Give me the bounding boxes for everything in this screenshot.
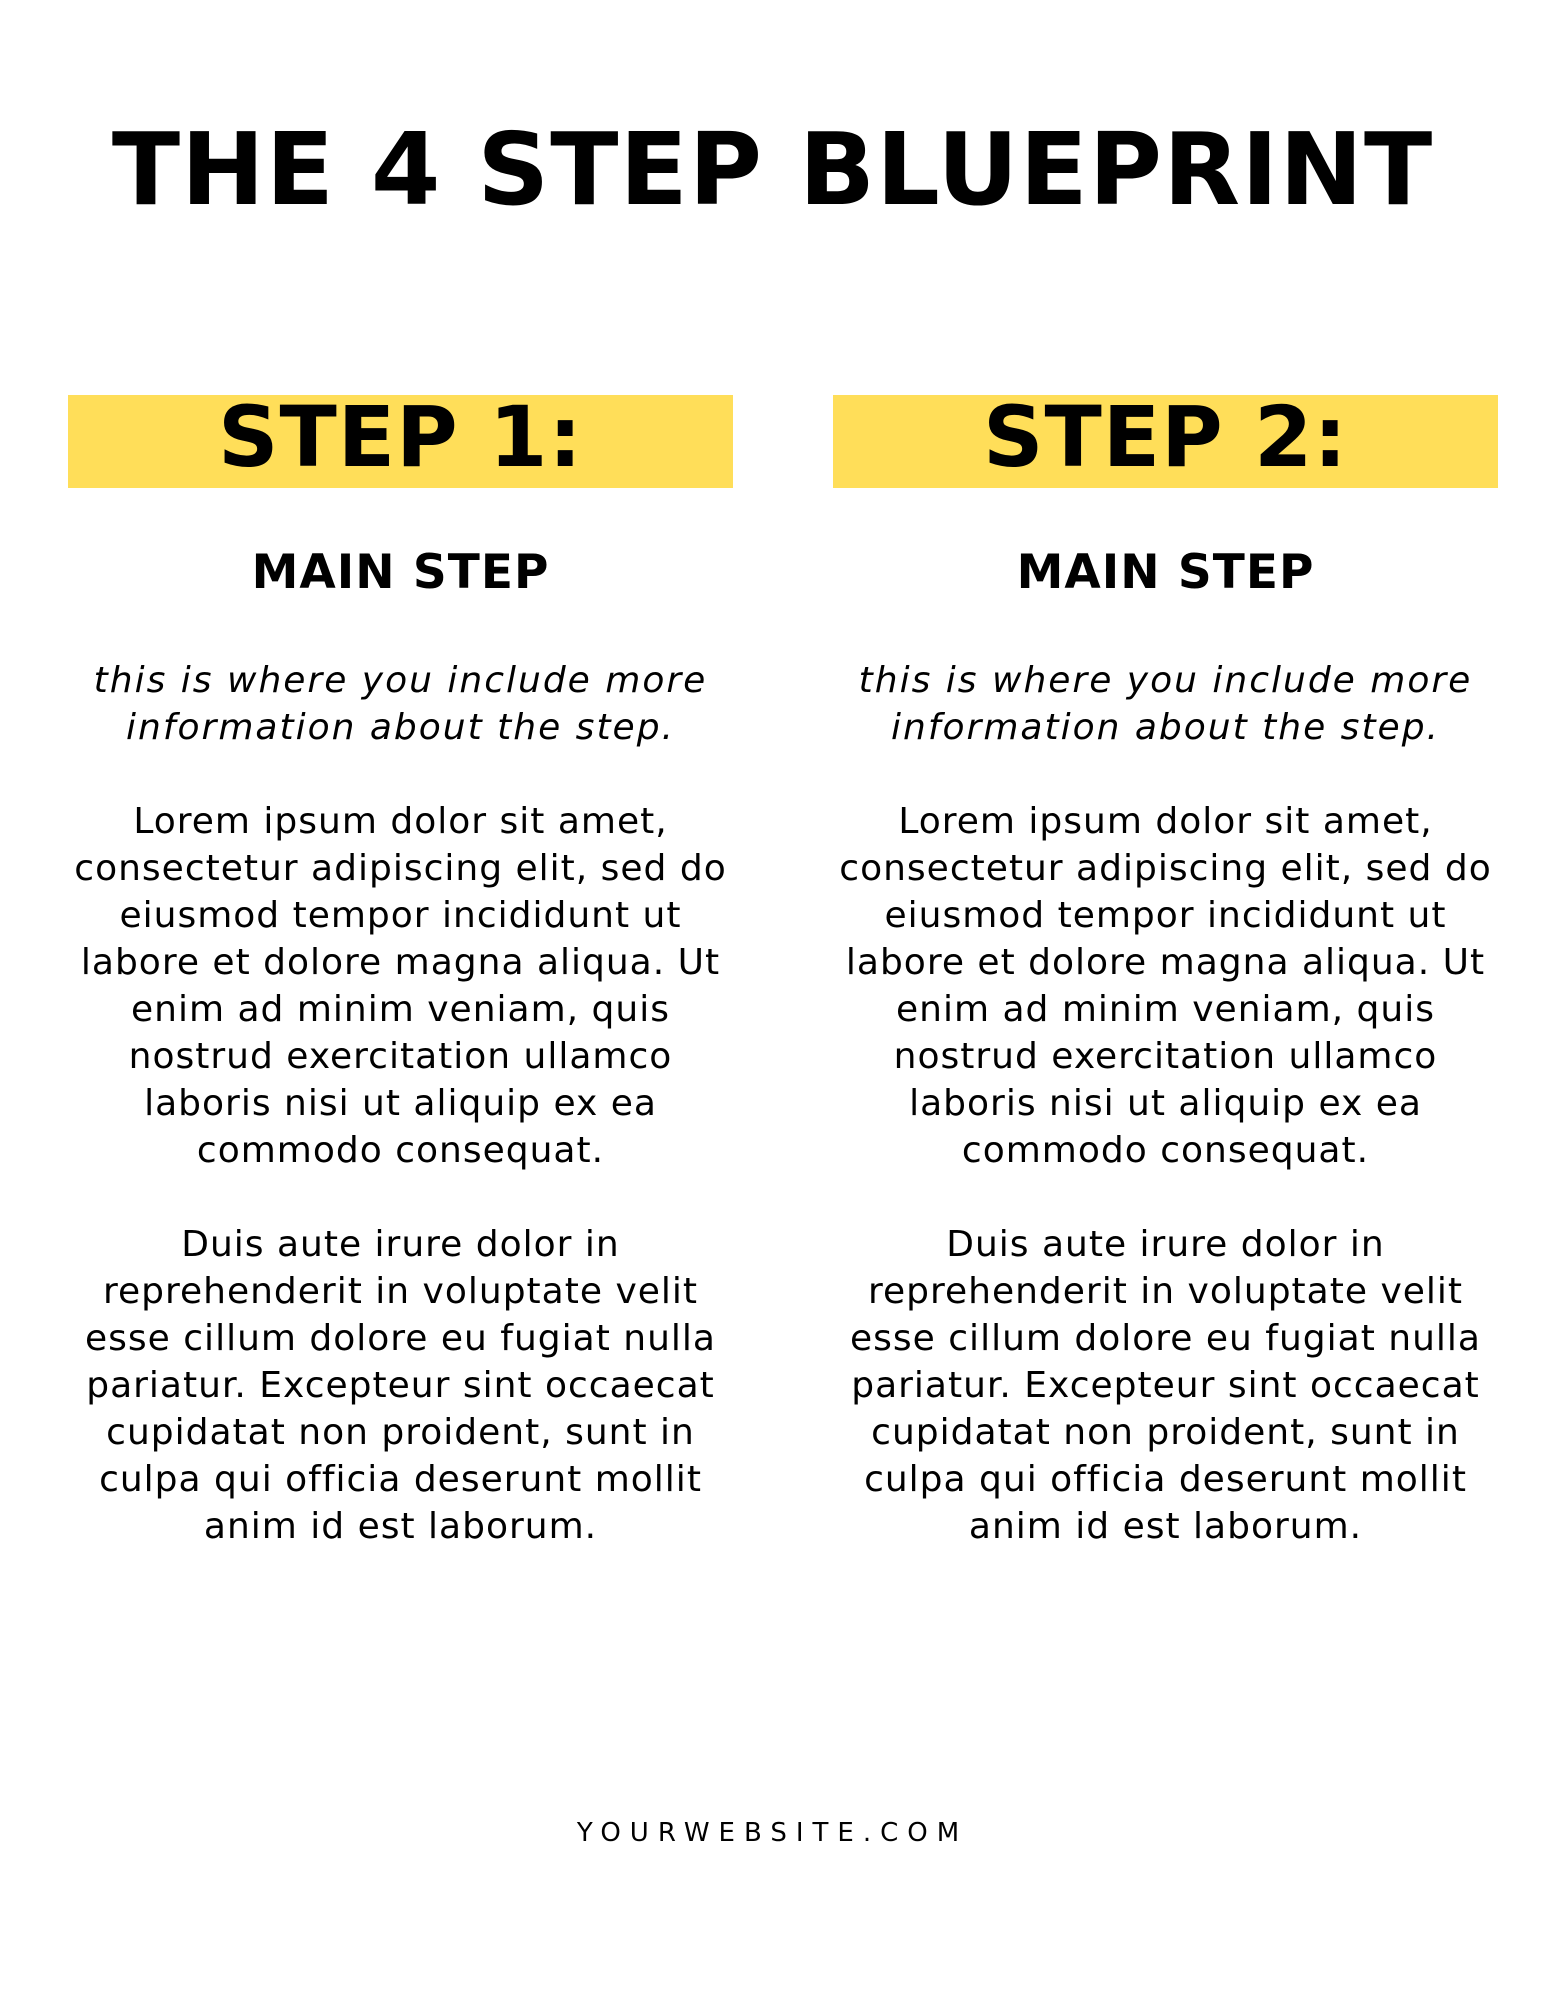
- step-1-intro: this is where you include more information about the step.: [93, 660, 708, 748]
- step-2-intro: this is where you include more information about the step.: [858, 660, 1473, 748]
- step-2-paragraph-2: Duis aute irure dolor in reprehenderit in voluptate velit esse cillum dolore eu fugiat nulla pariatur. Excepteur sint occaecat cupidatat non proident, sunt in culpa qui officia deserunt mollit anim id est laborum.: [850, 1224, 1481, 1547]
- step-2-banner: STEP 2:: [833, 395, 1498, 488]
- step-1-banner: STEP 1:: [68, 395, 733, 488]
- footer-website: YOURWEBSITE.COM: [576, 1818, 969, 1848]
- page-title: THE 4 STEP BLUEPRINT: [111, 111, 1434, 228]
- step-2-paragraph-1: Lorem ipsum dolor sit amet, consectetur adipiscing elit, sed do eiusmod tempor incididunt ut labore et dolore magna aliqua. Ut enim ad minim veniam, quis nostrud exercitation ullamco laboris nisi ut aliquip ex ea commodo consequat.: [839, 801, 1492, 1171]
- step-1-paragraph-2: Duis aute irure dolor in reprehenderit in voluptate velit esse cillum dolore eu fugiat nulla pariatur. Excepteur sint occaecat cupidatat non proident, sunt in culpa qui officia deserunt mollit anim id est laborum.: [85, 1224, 716, 1547]
- step-2-heading: MAIN STEP: [1016, 545, 1315, 600]
- step-1-column: [68, 388, 733, 1550]
- step-1-paragraph-1: Lorem ipsum dolor sit amet, consectetur adipiscing elit, sed do eiusmod tempor incididunt ut labore et dolore magna aliqua. Ut enim ad minim veniam, quis nostrud exercitation ullamco laboris nisi ut aliquip ex ea commodo consequat.: [74, 801, 727, 1171]
- step-1-heading: MAIN STEP: [251, 545, 550, 600]
- step-2-column: [833, 388, 1498, 1550]
